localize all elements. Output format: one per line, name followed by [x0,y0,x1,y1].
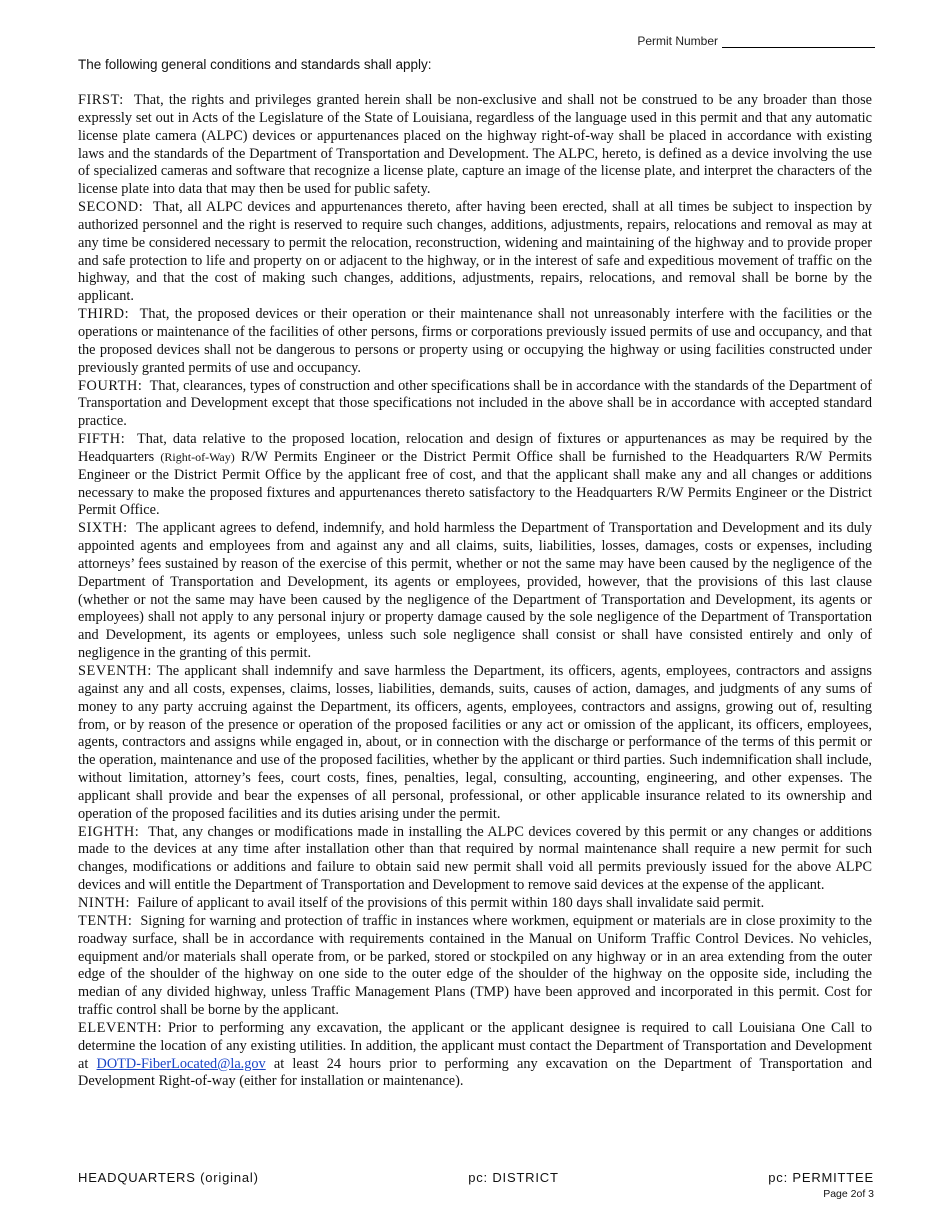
condition-seventh [78,663,872,824]
condition-lead: TENTH: [78,912,133,929]
condition-text: The applicant shall indemnify and save harmless the Department, its officers, agents, employees, contractors and assigns against any and all costs, expenses, claims, losses, liabilities, demands, suits, causes of action, damages, and judgments of any sums of money to any party accruing against the Department, its officers, agents, employees, contractors and assigns, growing out of, resulting from, or by reason of the presence or operation of the proposed facilities or any act or omission of the applicant, its officers, employees, agents, contractors and assigns while engaged in, about, or in connection with the discharge or performance of the terms of this permit or the operation, maintenance and use of the proposed facilities, whether by the applicant or third parties. Such indemnification shall include, without limitation, attorney’s fees, court costs, fines, penalties, legal, consulting, accounting, engineering, and other expenses. The applicant shall provide and bear the expenses of all personal, professional, or other applicable insurance related to its ownership and operation of the proposed facilities and its duties arising under the permit. [78,663,872,822]
condition-ninth [78,895,872,913]
permit-number-field[interactable] [722,33,875,48]
condition-fourth [78,378,872,432]
condition-lead: NINTH: [78,894,131,911]
conditions-list [78,92,872,1091]
permit-number-label: Permit Number [637,34,718,48]
condition-lead: FIFTH: [78,431,126,448]
condition-lead: THIRD: [78,306,130,323]
footer-distribution [78,1170,874,1185]
condition-lead: FIRST: [78,92,124,108]
condition-lead: SECOND: [78,199,144,216]
condition-third [78,306,872,377]
condition-text: That, all ALPC devices and appurtenances thereto, after having been erected, shall at all times be subject to inspection by authorized personnel and the right is reserved to require such changes, additions, adjustments, repairs, relocations and removal as may at any time be considered necessary to permit the relocation, reconstruction, widening and maintaining of the highway and to provide proper and safe protection to life and property on or adjacent to the highway, or in the interest of safe and expeditious movement of traffic on the highway, and that the cost of making such changes, additions, adjustments, repairs, relocations, and removal shall be borne by the applicant. [78,199,873,305]
permit-number-row [637,33,875,48]
page-number: Page 2of 3 [823,1188,874,1200]
footer-headquarters: HEADQUARTERS (original) [78,1170,259,1185]
condition-text: Prior to performing any excavation, the applicant or the applicant designee is required to call Louisiana One Call to determine the location of any existing utilities. In addition, the applicant must contact the Department of Transportation and Development at [78,1019,872,1072]
right-of-way-note: (Right-of-Way) [160,449,235,464]
condition-text: That, the rights and privileges granted herein shall be non-exclusive and shall not be construed to be any broader than those expressly set out in Acts of the Legislature of the State of Louisiana, regardless of the language used in this permit and that any automatic license plate camera (ALPC) devices or appurtenances placed on the highway right-of-way shall be placed in accordance with existing laws and the standards of the Department of Transportation and Development. The ALPC, hereto, is defined as a device involving the use of specialized cameras and software that recognize a license plate, capture an image of the license plate, and interpret the characters of the license plate into data that may then be used for public safety. [78,92,872,198]
condition-first [78,92,872,199]
condition-text: Signing for warning and protection of traffic in instances where workmen, equipment or materials are in close proximity to the roadway surface, shall be in accordance with requirements contained in the Manual on Uniform Traffic Control Devices. No vehicles, equipment and/or materials shall operate from, or be parked, stored or stockpiled on any highway or in an area extending from the outer edge of the shoulder of the highway on one side to the outer edge of the shoulder of the highway on the opposite side, including the median of any divided highway, unless Traffic Management Plans (TMP) have been approved and incorporated in this permit. Cost for traffic control shall be borne by the applicant. [78,912,872,1019]
condition-text: R/W Permits Engineer or the District Permit Office shall be furnished to the Headquarters R/W Permits Engineer or the District Permit Office by the applicant free of cost, and that the applicant shall make any and all changes or additions necessary to make the proposed fixtures and appurtenances thereto satisfactory to the Headquarters R/W Permits Engineer or the District Permit Office. [78,448,872,519]
condition-lead: FOURTH: [78,377,143,394]
condition-text: at least 24 hours prior to performing any excavation on the Department of Transportation and Development Right-of-way (either for installation or maintenance). [78,1055,873,1090]
condition-fifth [78,431,872,520]
condition-lead: EIGHTH: [78,823,140,840]
condition-text: That, data relative to the proposed location, relocation and design of fixtures or appurtenances as may be required by the Headquarters [78,431,872,465]
condition-text: The applicant agrees to defend, indemnify, and hold harmless the Department of Transportation and Development and its duly appointed agents and employees from and against any and all claims, suits, liabilities, losses, damages, costs or expenses, including attorneys’ fees sustained by reason of the exercise of this permit, whether or not the same may have been caused by the negligence of the Department of Transportation and Development, its agents or employees, provided, however, that the provisions of this last clause (whether or not the same may have been caused by the negligence of the Department of Transportation and Development, its agents or employees) shall not apply to any personal injury or property damage caused by the sole negligence of the Department of Transportation and Development, its agents or employees, unless such sole negligence shall consist or shall have consisted entirely and only of negligence in the granting of this permit. [78,520,873,662]
intro-text: The following general conditions and standards shall apply: [78,57,432,72]
condition-lead: SEVENTH: [78,663,152,679]
condition-eighth [78,824,872,895]
fiber-located-email-link[interactable]: DOTD-FiberLocated@la.gov [96,1055,266,1072]
condition-lead: SIXTH: [78,520,128,537]
condition-text: That, clearances, types of construction and other specifications shall be in accordance with the standards of the Department of Transportation and Development except that those specifications not included in the above shall be in accordance with accepted standard practice. [78,377,872,430]
condition-sixth [78,520,872,663]
footer-district: pc: DISTRICT [468,1170,559,1185]
condition-eleventh [78,1020,872,1091]
condition-lead: ELEVENTH: [78,1019,163,1036]
condition-text: That, the proposed devices or their operation or their maintenance shall not unreasonably interfere with the facilities or the operations or maintenance of the facilities of other persons, firms or corporations previously issued permits of use and occupancy, and that the proposed devices shall not be dangerous to persons or property using or occupying the highway or using facilities constructed under previously granted permits of use and occupancy. [78,306,872,376]
footer-permittee: pc: PERMITTEE [768,1170,874,1185]
condition-second [78,199,872,306]
condition-text: That, any changes or modifications made in installing the ALPC devices covered by this permit or any changes or additions made to the devices at any time after installation other than that required by normal maintenance shall require a new permit for such changes, modifications or additions and failure to obtain said new permit shall void all permits previously issued for the above ALPC devices and will entitle the Department of Transportation and Development to remove said devices at the expense of the applicant. [78,823,873,894]
condition-tenth [78,913,872,1020]
condition-text: Failure of applicant to avail itself of the provisions of this permit within 180 days shall invalidate said permit. [137,894,765,911]
